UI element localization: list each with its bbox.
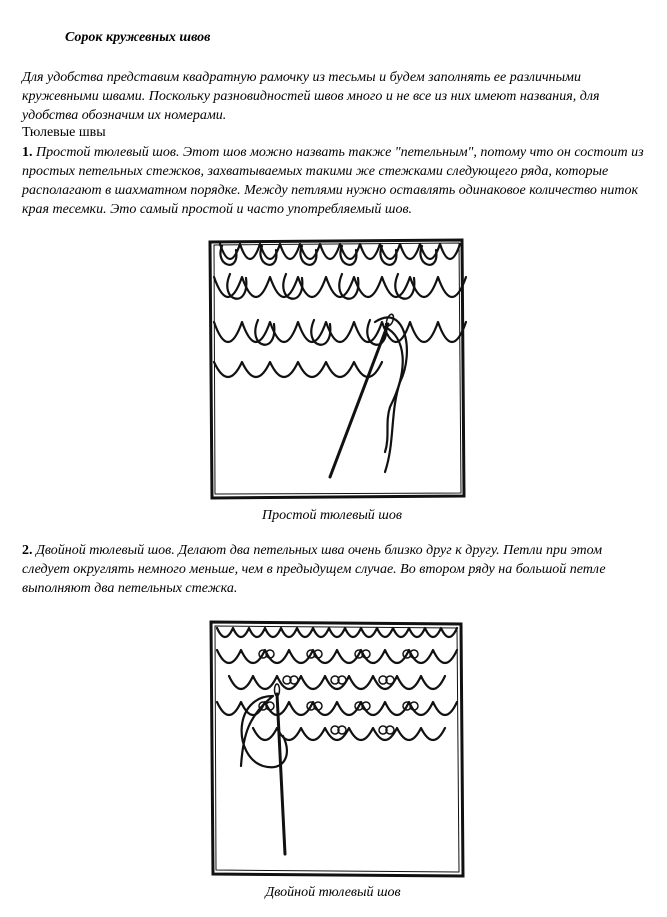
loop-row-3 [214, 320, 466, 345]
figure-double-tulle [203, 614, 471, 882]
section-heading: Тюлевые швы [22, 125, 106, 140]
stitch-2-text: Двойной тюлевый шов. Делают два петельных шва очень близко друг к другу. Петли при этом следует округлять немного меньше, чем в предыдущем случае. Во втором ряду на большой петле выполняют два петельных стежка. [22, 543, 606, 596]
loop-row-1 [220, 244, 460, 265]
stitch-2-number: 2. [22, 543, 33, 558]
loop-row-4 [214, 362, 382, 377]
figure-2-caption: Двойной тюлевый шов [265, 885, 401, 900]
simple-tulle-illustration [200, 232, 470, 504]
document-title: Сорок кружевных швов [65, 30, 211, 45]
intro-paragraph: Для удобства представим квадратную рамочку из тесьмы и будем заполнять ее различными кружевными швами. Поскольку разновидностей швов много и не все из них имеют названия, для удобства обозначим их номерами. [22, 70, 600, 123]
needle-icon [275, 684, 286, 854]
stitch-1-paragraph [22, 143, 652, 219]
stitch-1-number: 1. [22, 145, 33, 160]
double-tulle-illustration [203, 614, 471, 882]
figure-simple-tulle [200, 232, 470, 504]
figure-1-caption: Простой тюлевый шов [262, 508, 402, 523]
stitch-2-paragraph [22, 541, 652, 598]
stitch-1-text: Простой тюлевый шов. Этот шов можно назвать также "петельным", потому что он состоит из простых петельных стежков, захватываемых такими же стежками следующего ряда, которые располагают в шахматном порядке. Между петлями нужно оставлять одинаковое количество ниток края тесемки. Это самый простой и часто употребляемый шов. [22, 145, 644, 217]
loop-row-2 [214, 274, 466, 299]
